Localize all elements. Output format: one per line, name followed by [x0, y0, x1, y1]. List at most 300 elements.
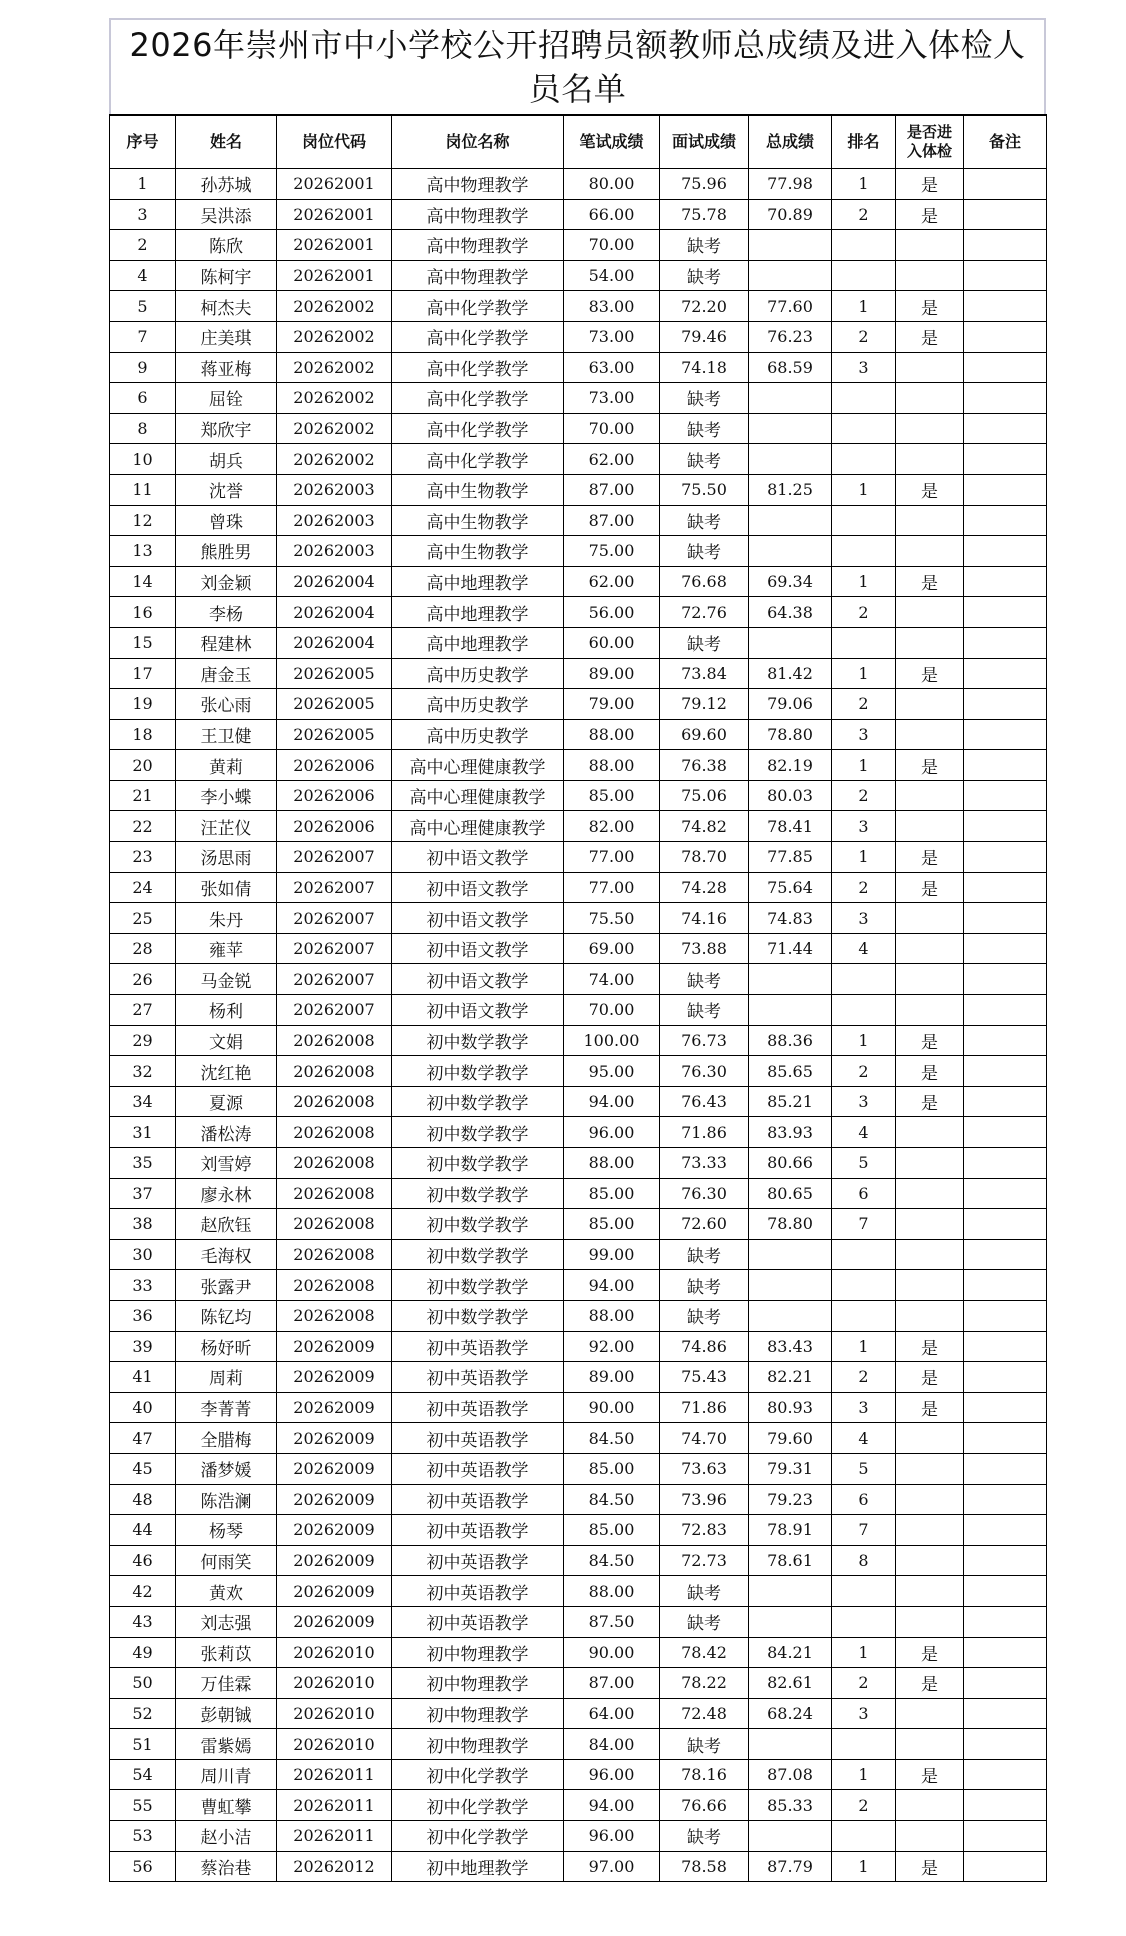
- post-code-cell: 20262008: [277, 1025, 392, 1056]
- name-cell: 王卫健: [176, 719, 277, 750]
- interview-score-cell: 76.66: [660, 1790, 749, 1821]
- rank-cell: 4: [832, 1423, 896, 1454]
- interview-score-cell: 缺考: [660, 444, 749, 475]
- table-row: [110, 1606, 1047, 1637]
- post-code-cell: 20262008: [277, 1148, 392, 1179]
- written-score-cell: 85.00: [564, 780, 660, 811]
- rank-cell: 1: [832, 1851, 896, 1882]
- post-name-cell: 初中化学教学: [392, 1759, 564, 1790]
- seq-cell: 47: [110, 1423, 176, 1454]
- name-cell: 张心雨: [176, 689, 277, 720]
- remarks-cell: [964, 964, 1047, 995]
- total-score-cell: 77.85: [749, 842, 832, 873]
- physical-exam-cell: [896, 719, 964, 750]
- written-score-cell: 85.00: [564, 1178, 660, 1209]
- table-row: [110, 903, 1047, 934]
- table-row: [110, 1117, 1047, 1148]
- name-cell: 杨利: [176, 995, 277, 1026]
- remarks-cell: [964, 1668, 1047, 1699]
- physical-exam-cell: [896, 352, 964, 383]
- seq-cell: 39: [110, 1331, 176, 1362]
- written-score-cell: 88.00: [564, 750, 660, 781]
- interview-score-cell: 72.76: [660, 597, 749, 628]
- rank-cell: 2: [832, 1056, 896, 1087]
- physical-exam-cell: 是: [896, 199, 964, 230]
- post-name-cell: 初中英语教学: [392, 1331, 564, 1362]
- interview-score-cell: 缺考: [660, 505, 749, 536]
- interview-score-cell: 缺考: [660, 1270, 749, 1301]
- remarks-cell: [964, 1576, 1047, 1607]
- name-cell: 赵小洁: [176, 1821, 277, 1852]
- total-score-cell: [749, 995, 832, 1026]
- interview-score-cell: 72.83: [660, 1515, 749, 1546]
- post-code-cell: 20262009: [277, 1515, 392, 1546]
- written-score-cell: 70.00: [564, 413, 660, 444]
- total-score-cell: 82.19: [749, 750, 832, 781]
- name-cell: 李菁菁: [176, 1392, 277, 1423]
- written-score-cell: 97.00: [564, 1851, 660, 1882]
- interview-score-cell: 72.48: [660, 1698, 749, 1729]
- post-code-cell: 20262008: [277, 1178, 392, 1209]
- physical-exam-cell: [896, 780, 964, 811]
- post-name-cell: 初中英语教学: [392, 1515, 564, 1546]
- physical-exam-cell: 是: [896, 658, 964, 689]
- total-score-cell: 71.44: [749, 933, 832, 964]
- rank-cell: 1: [832, 1025, 896, 1056]
- post-code-cell: 20262009: [277, 1423, 392, 1454]
- remarks-cell: [964, 1484, 1047, 1515]
- seq-cell: 54: [110, 1759, 176, 1790]
- physical-exam-cell: [896, 1453, 964, 1484]
- written-score-cell: 89.00: [564, 1362, 660, 1393]
- written-score-cell: 54.00: [564, 260, 660, 291]
- rank-cell: [832, 1729, 896, 1760]
- table-row: [110, 689, 1047, 720]
- rank-cell: 3: [832, 352, 896, 383]
- physical-exam-cell: [896, 1117, 964, 1148]
- total-score-cell: 68.59: [749, 352, 832, 383]
- table-row: [110, 383, 1047, 414]
- post-name-cell: 初中语文教学: [392, 964, 564, 995]
- post-code-cell: 20262008: [277, 1270, 392, 1301]
- interview-score-cell: 缺考: [660, 1300, 749, 1331]
- table-row: [110, 842, 1047, 873]
- written-score-cell: 84.50: [564, 1545, 660, 1576]
- post-name-cell: 初中数学教学: [392, 1270, 564, 1301]
- seq-cell: 33: [110, 1270, 176, 1301]
- name-cell: 周川青: [176, 1759, 277, 1790]
- name-cell: 沈红艳: [176, 1056, 277, 1087]
- table-row: [110, 1362, 1047, 1393]
- name-cell: 庄美琪: [176, 321, 277, 352]
- post-name-cell: 初中英语教学: [392, 1392, 564, 1423]
- post-name-cell: 初中语文教学: [392, 903, 564, 934]
- post-code-cell: 20262011: [277, 1790, 392, 1821]
- table-row: [110, 597, 1047, 628]
- remarks-cell: [964, 1637, 1047, 1668]
- table-row: [110, 719, 1047, 750]
- remarks-cell: [964, 811, 1047, 842]
- post-code-cell: 20262003: [277, 536, 392, 567]
- table-row: [110, 505, 1047, 536]
- total-score-cell: 84.21: [749, 1637, 832, 1668]
- seq-cell: 45: [110, 1453, 176, 1484]
- rank-cell: 2: [832, 1668, 896, 1699]
- table-row: [110, 536, 1047, 567]
- physical-exam-cell: 是: [896, 1637, 964, 1668]
- name-cell: 张露尹: [176, 1270, 277, 1301]
- post-code-cell: 20262006: [277, 811, 392, 842]
- written-score-cell: 90.00: [564, 1637, 660, 1668]
- post-code-cell: 20262008: [277, 1117, 392, 1148]
- written-score-cell: 75.00: [564, 536, 660, 567]
- table-row: [110, 1821, 1047, 1852]
- post-code-cell: 20262006: [277, 750, 392, 781]
- rank-cell: 3: [832, 903, 896, 934]
- table-row: [110, 1637, 1047, 1668]
- physical-exam-cell: 是: [896, 842, 964, 873]
- name-cell: 何雨笑: [176, 1545, 277, 1576]
- name-cell: 沈誉: [176, 474, 277, 505]
- post-name-cell: 初中化学教学: [392, 1821, 564, 1852]
- post-name-cell: 初中语文教学: [392, 842, 564, 873]
- table-row: [110, 1759, 1047, 1790]
- post-code-cell: 20262001: [277, 169, 392, 200]
- total-score-cell: 85.21: [749, 1086, 832, 1117]
- name-cell: 孙苏城: [176, 169, 277, 200]
- post-code-cell: 20262004: [277, 566, 392, 597]
- total-score-cell: [749, 444, 832, 475]
- post-name-cell: 初中数学教学: [392, 1178, 564, 1209]
- physical-exam-cell: 是: [896, 566, 964, 597]
- post-code-cell: 20262011: [277, 1759, 392, 1790]
- name-cell: 唐金玉: [176, 658, 277, 689]
- written-score-cell: 84.50: [564, 1423, 660, 1454]
- remarks-cell: [964, 566, 1047, 597]
- written-score-cell: 92.00: [564, 1331, 660, 1362]
- name-cell: 曾珠: [176, 505, 277, 536]
- post-name-cell: 高中地理教学: [392, 566, 564, 597]
- physical-exam-cell: [896, 995, 964, 1026]
- rank-cell: 3: [832, 1392, 896, 1423]
- post-code-cell: 20262008: [277, 1239, 392, 1270]
- seq-cell: 12: [110, 505, 176, 536]
- physical-exam-cell: 是: [896, 1331, 964, 1362]
- interview-score-cell: 缺考: [660, 383, 749, 414]
- rank-cell: 2: [832, 1790, 896, 1821]
- name-cell: 熊胜男: [176, 536, 277, 567]
- interview-score-cell: 74.82: [660, 811, 749, 842]
- rank-cell: [832, 383, 896, 414]
- table-row: [110, 1515, 1047, 1546]
- physical-exam-cell: 是: [896, 1759, 964, 1790]
- seq-cell: 28: [110, 933, 176, 964]
- seq-cell: 10: [110, 444, 176, 475]
- rank-cell: 1: [832, 842, 896, 873]
- post-name-cell: 高中历史教学: [392, 658, 564, 689]
- post-name-cell: 初中物理教学: [392, 1668, 564, 1699]
- total-score-cell: 78.80: [749, 1209, 832, 1240]
- total-score-cell: 85.65: [749, 1056, 832, 1087]
- rank-cell: 2: [832, 780, 896, 811]
- remarks-cell: [964, 260, 1047, 291]
- post-name-cell: 高中历史教学: [392, 689, 564, 720]
- remarks-cell: [964, 1056, 1047, 1087]
- interview-score-cell: 缺考: [660, 260, 749, 291]
- seq-cell: 1: [110, 169, 176, 200]
- rank-cell: 1: [832, 658, 896, 689]
- table-row: [110, 1178, 1047, 1209]
- rank-cell: 2: [832, 597, 896, 628]
- remarks-cell: [964, 383, 1047, 414]
- seq-cell: 21: [110, 780, 176, 811]
- rank-cell: 7: [832, 1209, 896, 1240]
- physical-exam-cell: [896, 1576, 964, 1607]
- physical-exam-cell: [896, 1239, 964, 1270]
- rank-cell: [832, 536, 896, 567]
- rank-cell: 3: [832, 811, 896, 842]
- seq-cell: 31: [110, 1117, 176, 1148]
- remarks-cell: [964, 199, 1047, 230]
- table-row: [110, 1698, 1047, 1729]
- post-name-cell: 高中心理健康教学: [392, 811, 564, 842]
- rank-cell: [832, 1239, 896, 1270]
- interview-score-cell: 76.30: [660, 1056, 749, 1087]
- written-score-cell: 89.00: [564, 658, 660, 689]
- name-cell: 柯杰夫: [176, 291, 277, 322]
- remarks-cell: [964, 750, 1047, 781]
- name-cell: 胡兵: [176, 444, 277, 475]
- post-code-cell: 20262007: [277, 842, 392, 873]
- name-cell: 廖永林: [176, 1178, 277, 1209]
- table-row: [110, 1668, 1047, 1699]
- seq-cell: 9: [110, 352, 176, 383]
- remarks-cell: [964, 352, 1047, 383]
- remarks-cell: [964, 1453, 1047, 1484]
- total-score-cell: [749, 1821, 832, 1852]
- physical-exam-cell: [896, 627, 964, 658]
- seq-cell: 44: [110, 1515, 176, 1546]
- total-score-cell: [749, 383, 832, 414]
- interview-score-cell: 缺考: [660, 1821, 749, 1852]
- interview-score-cell: 78.42: [660, 1637, 749, 1668]
- physical-exam-cell: [896, 413, 964, 444]
- name-cell: 雷紫嫣: [176, 1729, 277, 1760]
- written-score-cell: 74.00: [564, 964, 660, 995]
- written-score-cell: 87.50: [564, 1606, 660, 1637]
- interview-score-cell: 69.60: [660, 719, 749, 750]
- interview-score-cell: 76.68: [660, 566, 749, 597]
- table-row: [110, 1148, 1047, 1179]
- written-score-cell: 88.00: [564, 1576, 660, 1607]
- interview-score-cell: 73.84: [660, 658, 749, 689]
- written-score-cell: 62.00: [564, 566, 660, 597]
- table-row: [110, 260, 1047, 291]
- post-code-cell: 20262009: [277, 1453, 392, 1484]
- post-code-cell: 20262010: [277, 1729, 392, 1760]
- post-name-cell: 高中化学教学: [392, 413, 564, 444]
- written-score-cell: 80.00: [564, 169, 660, 200]
- written-score-cell: 88.00: [564, 1300, 660, 1331]
- remarks-cell: [964, 1300, 1047, 1331]
- interview-score-cell: 74.18: [660, 352, 749, 383]
- remarks-cell: [964, 169, 1047, 200]
- rank-cell: [832, 1270, 896, 1301]
- physical-exam-cell: [896, 1300, 964, 1331]
- seq-cell: 40: [110, 1392, 176, 1423]
- header-interview-score: 面试成绩: [660, 115, 749, 169]
- name-cell: 毛海权: [176, 1239, 277, 1270]
- remarks-cell: [964, 995, 1047, 1026]
- table-row: [110, 1270, 1047, 1301]
- post-code-cell: 20262009: [277, 1331, 392, 1362]
- post-name-cell: 初中地理教学: [392, 1851, 564, 1882]
- table-row: [110, 230, 1047, 261]
- name-cell: 蒋亚梅: [176, 352, 277, 383]
- seq-cell: 52: [110, 1698, 176, 1729]
- table-row: [110, 964, 1047, 995]
- interview-score-cell: 74.70: [660, 1423, 749, 1454]
- remarks-cell: [964, 1117, 1047, 1148]
- total-score-cell: 87.08: [749, 1759, 832, 1790]
- rank-cell: 1: [832, 1637, 896, 1668]
- results-table: [109, 114, 1047, 1882]
- remarks-cell: [964, 1606, 1047, 1637]
- table-row: [110, 1851, 1047, 1882]
- table-row: [110, 1086, 1047, 1117]
- physical-exam-cell: 是: [896, 1362, 964, 1393]
- seq-cell: 6: [110, 383, 176, 414]
- physical-exam-cell: 是: [896, 291, 964, 322]
- rank-cell: 2: [832, 199, 896, 230]
- interview-score-cell: 缺考: [660, 536, 749, 567]
- post-code-cell: 20262004: [277, 627, 392, 658]
- table-row: [110, 750, 1047, 781]
- rank-cell: [832, 1821, 896, 1852]
- table-row: [110, 1300, 1047, 1331]
- physical-exam-cell: 是: [896, 169, 964, 200]
- post-code-cell: 20262009: [277, 1545, 392, 1576]
- post-name-cell: 初中物理教学: [392, 1637, 564, 1668]
- seq-cell: 3: [110, 199, 176, 230]
- rank-cell: 3: [832, 1698, 896, 1729]
- interview-score-cell: 74.16: [660, 903, 749, 934]
- remarks-cell: [964, 1178, 1047, 1209]
- name-cell: 陈浩澜: [176, 1484, 277, 1515]
- total-score-cell: 78.80: [749, 719, 832, 750]
- interview-score-cell: 缺考: [660, 964, 749, 995]
- total-score-cell: 83.93: [749, 1117, 832, 1148]
- post-code-cell: 20262009: [277, 1576, 392, 1607]
- remarks-cell: [964, 1025, 1047, 1056]
- post-code-cell: 20262008: [277, 1056, 392, 1087]
- physical-exam-cell: 是: [896, 750, 964, 781]
- total-score-cell: 75.64: [749, 872, 832, 903]
- total-score-cell: 77.98: [749, 169, 832, 200]
- written-score-cell: 100.00: [564, 1025, 660, 1056]
- interview-score-cell: 76.73: [660, 1025, 749, 1056]
- interview-score-cell: 72.60: [660, 1209, 749, 1240]
- total-score-cell: 78.91: [749, 1515, 832, 1546]
- total-score-cell: 88.36: [749, 1025, 832, 1056]
- post-code-cell: 20262005: [277, 689, 392, 720]
- table-row: [110, 1423, 1047, 1454]
- total-score-cell: 87.79: [749, 1851, 832, 1882]
- seq-cell: 35: [110, 1148, 176, 1179]
- remarks-cell: [964, 1759, 1047, 1790]
- rank-cell: 2: [832, 872, 896, 903]
- written-score-cell: 64.00: [564, 1698, 660, 1729]
- table-row: [110, 1484, 1047, 1515]
- table-row: [110, 1729, 1047, 1760]
- rank-cell: [832, 1300, 896, 1331]
- post-code-cell: 20262004: [277, 597, 392, 628]
- rank-cell: 1: [832, 291, 896, 322]
- table-row: [110, 352, 1047, 383]
- physical-exam-cell: [896, 1270, 964, 1301]
- post-name-cell: 初中语文教学: [392, 933, 564, 964]
- total-score-cell: 79.60: [749, 1423, 832, 1454]
- seq-cell: 32: [110, 1056, 176, 1087]
- physical-exam-cell: 是: [896, 1392, 964, 1423]
- interview-score-cell: 75.96: [660, 169, 749, 200]
- post-code-cell: 20262009: [277, 1606, 392, 1637]
- name-cell: 李杨: [176, 597, 277, 628]
- table-row: [110, 474, 1047, 505]
- header-post-name: 岗位名称: [392, 115, 564, 169]
- remarks-cell: [964, 1331, 1047, 1362]
- remarks-cell: [964, 780, 1047, 811]
- rank-cell: 8: [832, 1545, 896, 1576]
- total-score-cell: 64.38: [749, 597, 832, 628]
- interview-score-cell: 73.96: [660, 1484, 749, 1515]
- post-name-cell: 高中化学教学: [392, 291, 564, 322]
- header-post-code: 岗位代码: [277, 115, 392, 169]
- post-code-cell: 20262010: [277, 1637, 392, 1668]
- post-name-cell: 初中数学教学: [392, 1086, 564, 1117]
- remarks-cell: [964, 1545, 1047, 1576]
- written-score-cell: 75.50: [564, 903, 660, 934]
- total-score-cell: [749, 505, 832, 536]
- table-row: [110, 169, 1047, 200]
- post-code-cell: 20262010: [277, 1668, 392, 1699]
- interview-score-cell: 72.73: [660, 1545, 749, 1576]
- total-score-cell: [749, 536, 832, 567]
- physical-exam-cell: [896, 1545, 964, 1576]
- rank-cell: 3: [832, 1086, 896, 1117]
- rank-cell: 6: [832, 1178, 896, 1209]
- remarks-cell: [964, 321, 1047, 352]
- physical-exam-cell: [896, 597, 964, 628]
- rank-cell: 2: [832, 1362, 896, 1393]
- total-score-cell: [749, 1729, 832, 1760]
- post-name-cell: 初中数学教学: [392, 1209, 564, 1240]
- physical-exam-cell: [896, 1484, 964, 1515]
- post-name-cell: 初中英语教学: [392, 1545, 564, 1576]
- interview-score-cell: 缺考: [660, 1729, 749, 1760]
- post-code-cell: 20262002: [277, 413, 392, 444]
- total-score-cell: 68.24: [749, 1698, 832, 1729]
- written-score-cell: 63.00: [564, 352, 660, 383]
- name-cell: 文娟: [176, 1025, 277, 1056]
- remarks-cell: [964, 872, 1047, 903]
- total-score-cell: 80.93: [749, 1392, 832, 1423]
- name-cell: 彭朝铖: [176, 1698, 277, 1729]
- interview-score-cell: 73.63: [660, 1453, 749, 1484]
- name-cell: 曹虹攀: [176, 1790, 277, 1821]
- seq-cell: 43: [110, 1606, 176, 1637]
- interview-score-cell: 74.28: [660, 872, 749, 903]
